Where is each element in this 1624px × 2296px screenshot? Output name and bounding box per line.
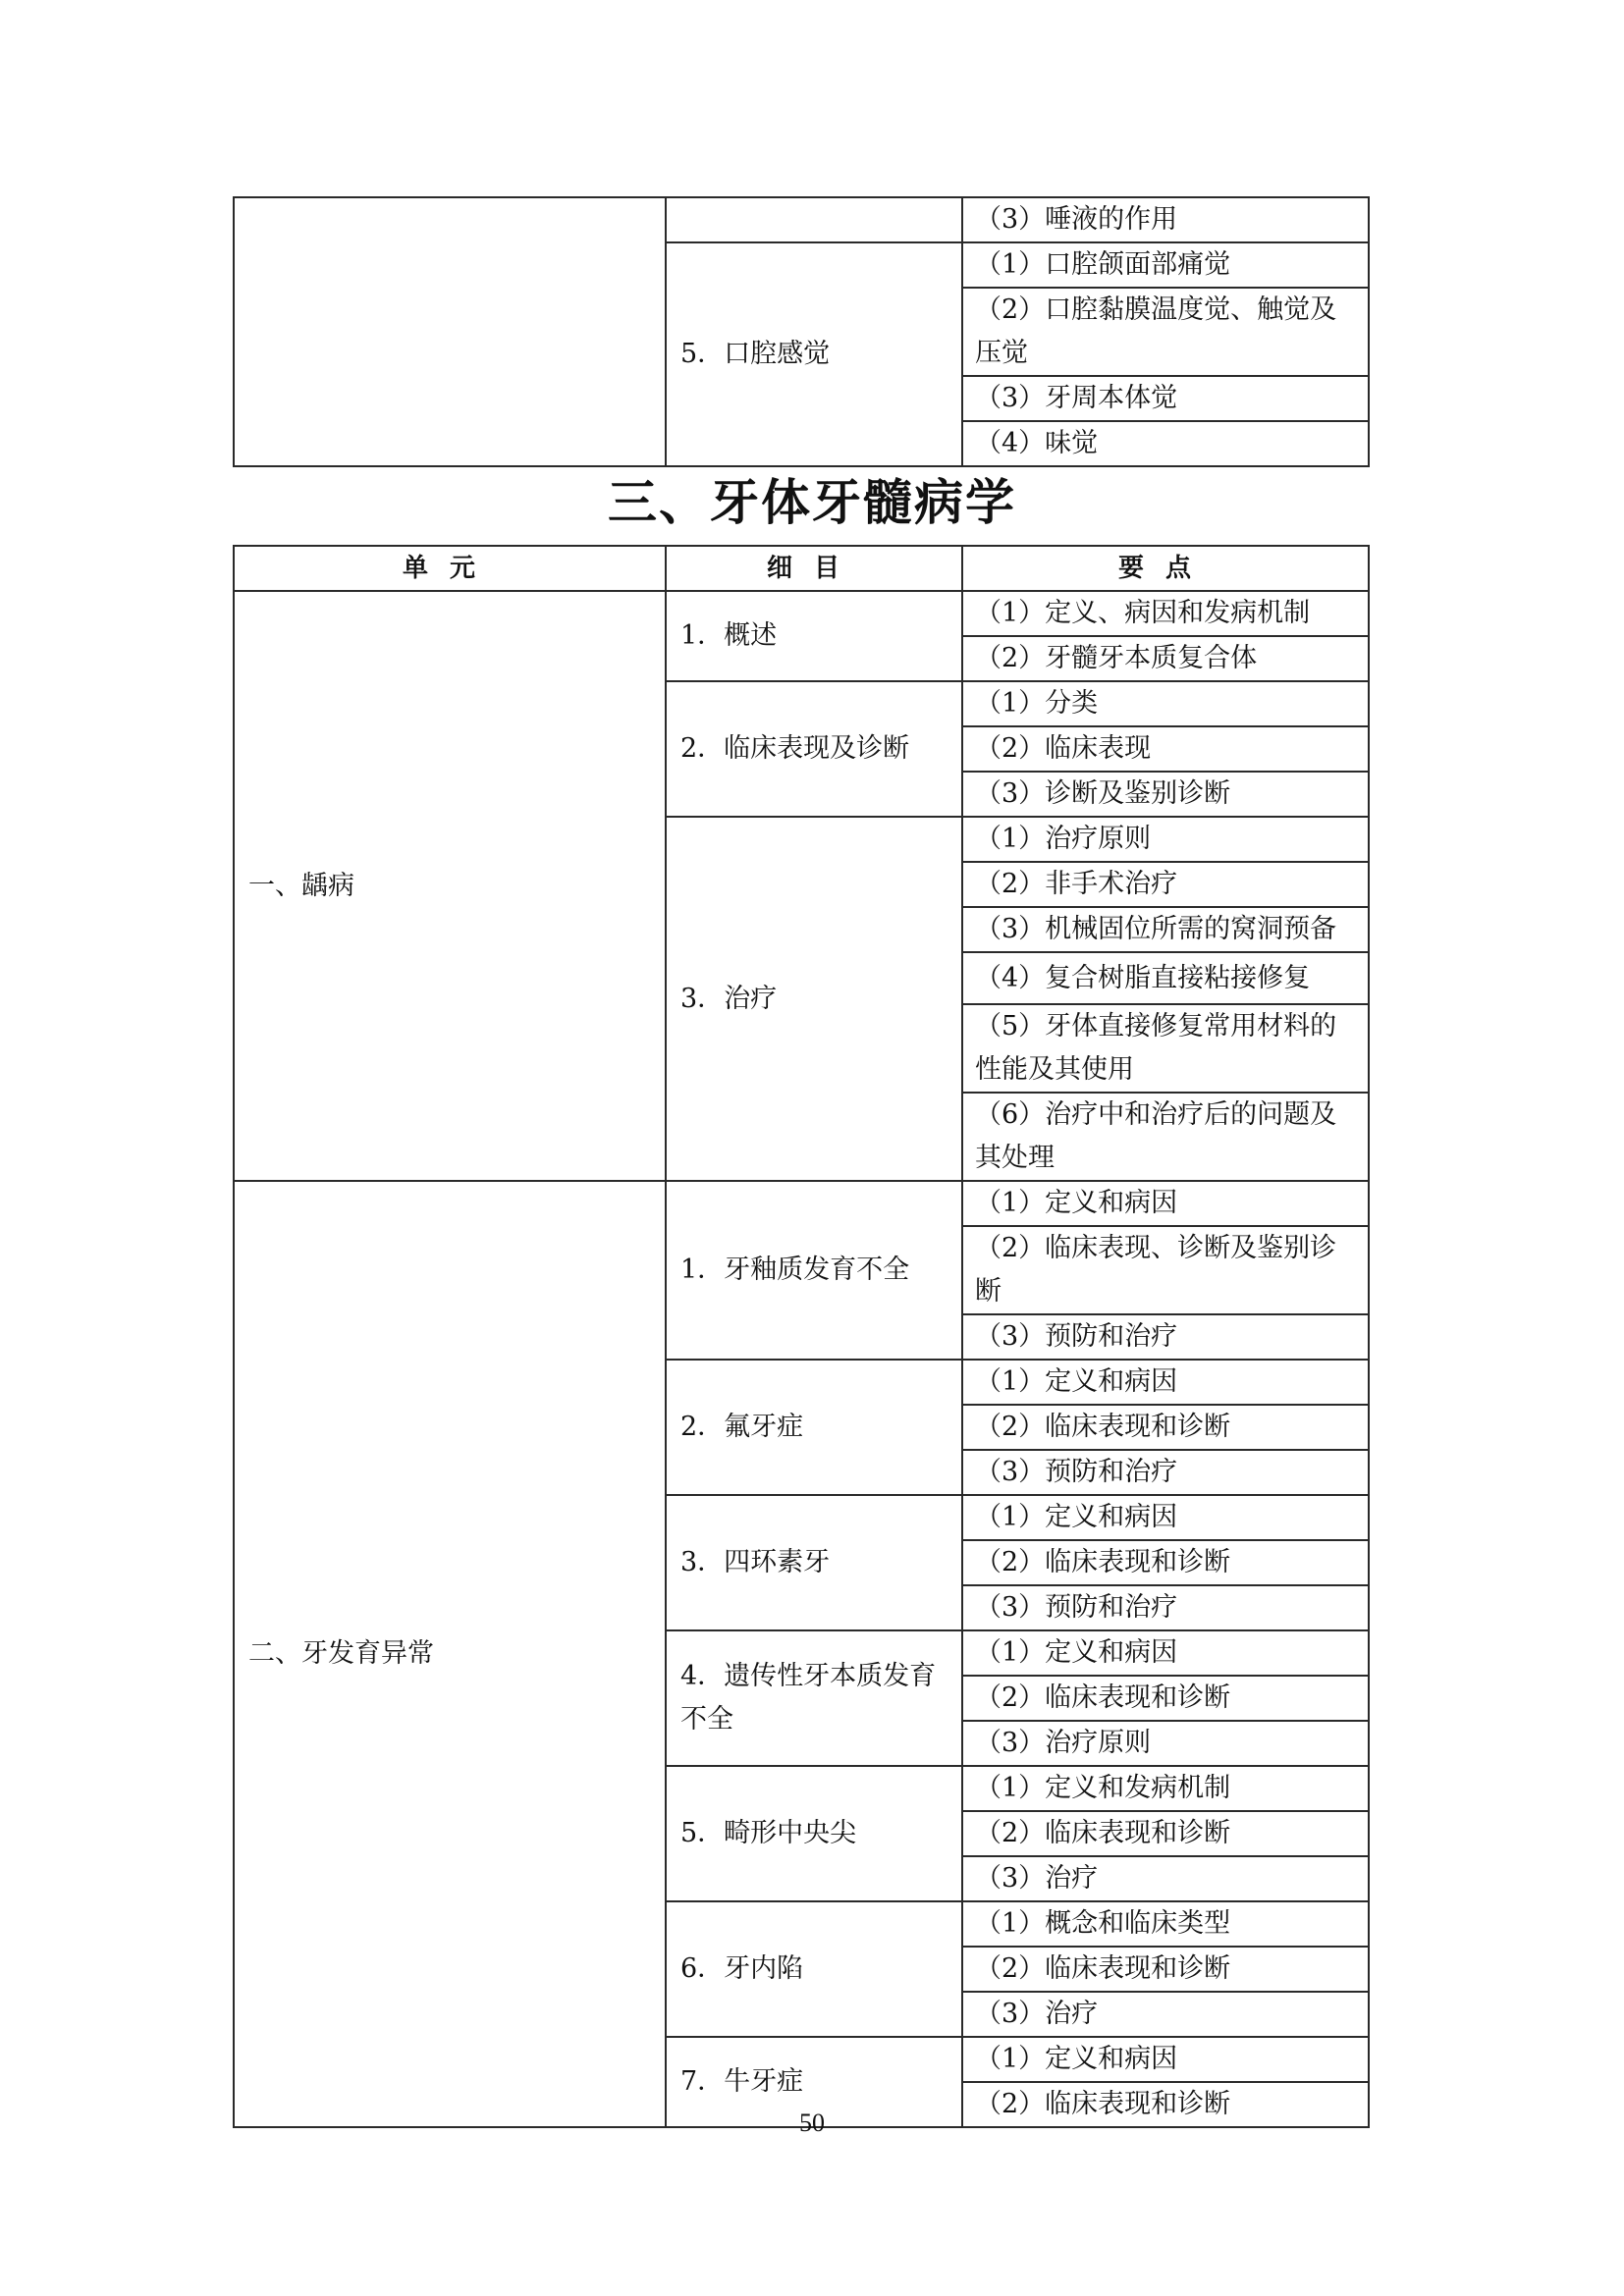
continued-syllabus-table — [233, 196, 1370, 467]
point-cell: （3）机械固位所需的窝洞预备 — [962, 907, 1369, 952]
point-cell: （1）口腔颌面部痛觉 — [962, 242, 1369, 288]
table-row — [234, 197, 1369, 242]
item-cell: 4．遗传性牙本质发育不全 — [666, 1630, 962, 1766]
point-cell: （3）预防和治疗 — [962, 1450, 1369, 1495]
item-cell: 1．牙釉质发育不全 — [666, 1181, 962, 1360]
unit-cell — [234, 197, 666, 466]
point-cell: （1）分类 — [962, 681, 1369, 726]
unit-cell: 一、龋病 — [234, 591, 666, 1181]
table-row — [234, 1181, 1369, 1226]
item-cell: 1．概述 — [666, 591, 962, 681]
point-cell: （1）定义和病因 — [962, 1495, 1369, 1540]
syllabus-table-body — [234, 591, 1369, 2127]
point-cell: （2）牙髓牙本质复合体 — [962, 636, 1369, 681]
point-cell: （2）口腔黏膜温度觉、触觉及压觉 — [962, 288, 1369, 376]
point-cell: （3）唾液的作用 — [962, 197, 1369, 242]
point-cell: （5）牙体直接修复常用材料的性能及其使用 — [962, 1004, 1369, 1093]
page-number: 50 — [799, 2109, 825, 2137]
point-cell: （3）预防和治疗 — [962, 1585, 1369, 1630]
item-cell: 2．氟牙症 — [666, 1360, 962, 1495]
point-cell: （3）预防和治疗 — [962, 1314, 1369, 1360]
point-cell: （2）临床表现和诊断 — [962, 1947, 1369, 1992]
point-cell: （2）临床表现和诊断 — [962, 1405, 1369, 1450]
table-row — [234, 591, 1369, 636]
point-cell: （2）非手术治疗 — [962, 862, 1369, 907]
table-header-row — [234, 546, 1369, 591]
header-item: 细目 — [666, 546, 962, 591]
point-cell: （1）定义和病因 — [962, 1630, 1369, 1676]
point-cell: （1）定义、病因和发病机制 — [962, 591, 1369, 636]
point-cell: （3）治疗原则 — [962, 1721, 1369, 1766]
header-point: 要点 — [962, 546, 1369, 591]
point-cell: （3）牙周本体觉 — [962, 376, 1369, 421]
point-cell: （2）临床表现和诊断 — [962, 1540, 1369, 1585]
point-cell: （1）概念和临床类型 — [962, 1901, 1369, 1947]
item-cell: 3．四环素牙 — [666, 1495, 962, 1630]
item-cell: 3．治疗 — [666, 817, 962, 1181]
point-cell: （2）临床表现和诊断 — [962, 1811, 1369, 1856]
continued-table-body — [234, 197, 1369, 466]
point-cell: （1）定义和病因 — [962, 1181, 1369, 1226]
point-cell: （4）复合树脂直接粘接修复 — [962, 952, 1369, 1004]
point-cell: （3）治疗 — [962, 1992, 1369, 2037]
item-cell: 5．口腔感觉 — [666, 242, 962, 466]
item-cell: 6．牙内陷 — [666, 1901, 962, 2037]
point-cell: （4）味觉 — [962, 421, 1369, 466]
point-cell: （2）临床表现 — [962, 726, 1369, 772]
point-cell: （1）定义和病因 — [962, 2037, 1369, 2082]
item-cell — [666, 197, 962, 242]
point-cell: （2）临床表现和诊断 — [962, 2082, 1369, 2127]
point-cell: （1）治疗原则 — [962, 817, 1369, 862]
point-cell: （3）诊断及鉴别诊断 — [962, 772, 1369, 817]
item-cell: 2．临床表现及诊断 — [666, 681, 962, 817]
point-cell: （1）定义和病因 — [962, 1360, 1369, 1405]
unit-cell: 二、牙发育异常 — [234, 1181, 666, 2127]
point-cell: （2）临床表现、诊断及鉴别诊断 — [962, 1226, 1369, 1314]
header-unit: 单元 — [234, 546, 666, 591]
point-cell: （2）临床表现和诊断 — [962, 1676, 1369, 1721]
point-cell: （6）治疗中和治疗后的问题及其处理 — [962, 1093, 1369, 1181]
point-cell: （3）治疗 — [962, 1856, 1369, 1901]
syllabus-table — [233, 545, 1370, 2128]
point-cell: （1）定义和发病机制 — [962, 1766, 1369, 1811]
section-title: 三、牙体牙髓病学 — [608, 474, 1016, 531]
item-cell: 5．畸形中央尖 — [666, 1766, 962, 1901]
item-cell: 7．牛牙症 — [666, 2037, 962, 2127]
